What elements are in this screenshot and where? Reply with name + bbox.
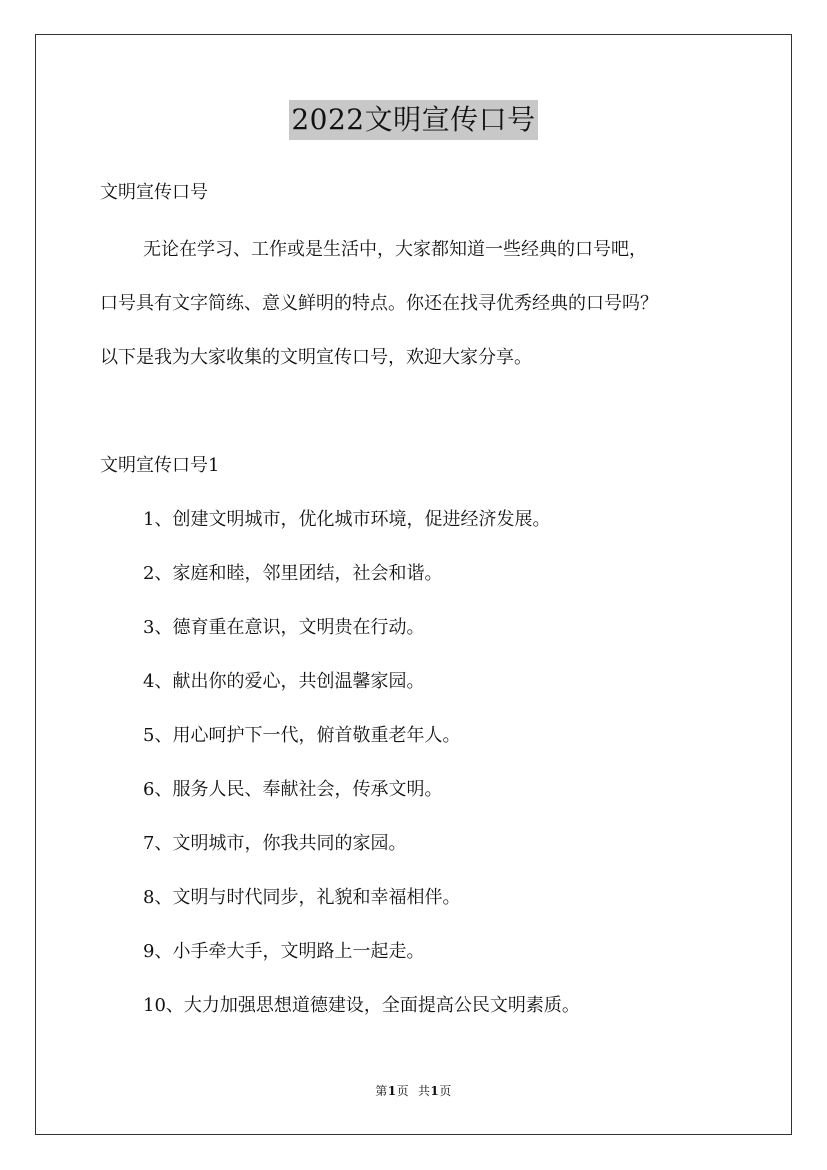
subheading: 文明宣传口号1 [100, 455, 220, 476]
page-suffix: 页 [396, 1084, 410, 1098]
list-item: 8、文明与时代同步，礼貌和幸福相伴。 [143, 887, 461, 908]
list-item: 3、德育重在意识，文明贵在行动。 [143, 617, 425, 638]
list-item: 1、创建文明城市，优化城市环境，促进经济发展。 [143, 509, 551, 530]
section-heading: 文明宣传口号 [100, 182, 208, 203]
list-item: 2、家庭和睦，邻里团结，社会和谐。 [143, 563, 443, 584]
intro-line-2: 口号具有文字简练、意义鲜明的特点。你还在找寻优秀经典的口号吗？ [100, 293, 658, 314]
list-item: 6、服务人民、奉献社会，传承文明。 [143, 779, 443, 800]
list-item: 5、用心呵护下一代，俯首敬重老年人。 [143, 725, 461, 746]
intro-line-3: 以下是我为大家收集的文明宣传口号，欢迎大家分享。 [100, 347, 532, 368]
document-title: 2022文明宣传口号 [289, 100, 537, 140]
total-prefix: 共 [417, 1084, 431, 1098]
title-container [0, 100, 827, 140]
list-item: 10、大力加强思想道德建设，全面提高公民文明素质。 [143, 995, 580, 1016]
page-prefix: 第 [375, 1084, 388, 1098]
page-footer [0, 1083, 827, 1099]
list-item: 7、文明城市，你我共同的家园。 [143, 833, 407, 854]
page-number: 1 [387, 1084, 397, 1098]
total-suffix: 页 [439, 1084, 452, 1098]
list-item: 9、小手牵大手，文明路上一起走。 [143, 941, 425, 962]
list-item: 4、献出你的爱心，共创温馨家园。 [143, 671, 425, 692]
intro-line-1: 无论在学习、工作或是生活中，大家都知道一些经典的口号吧， [143, 239, 647, 260]
total-pages: 1 [430, 1084, 440, 1098]
